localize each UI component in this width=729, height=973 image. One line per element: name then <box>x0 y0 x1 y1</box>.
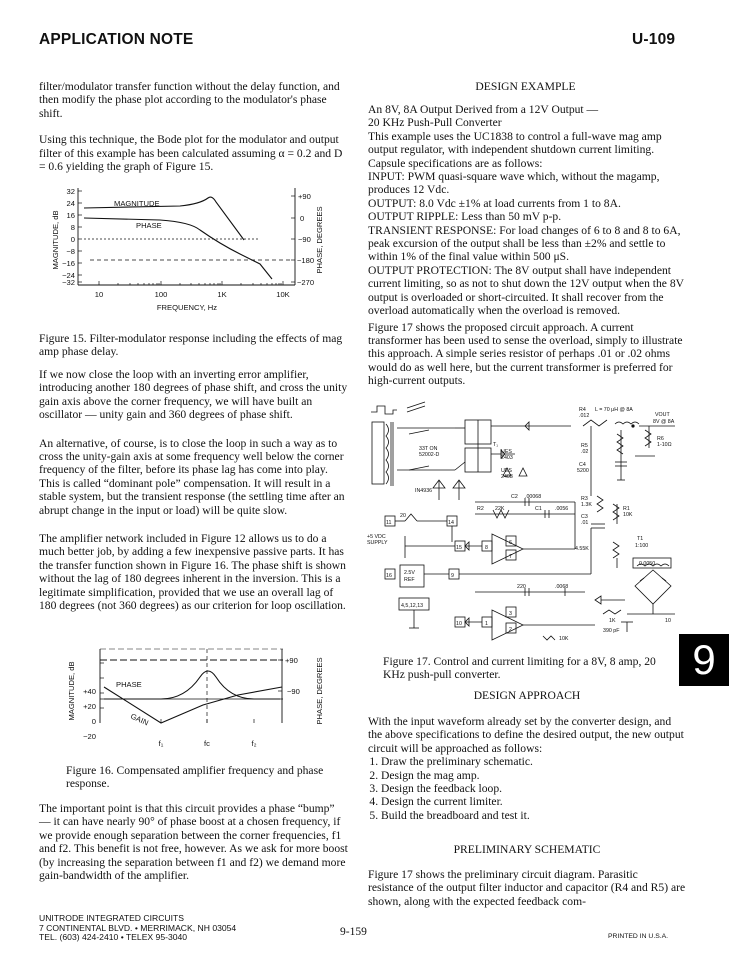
fig15-y2label: PHASE, DEGREES <box>315 206 324 274</box>
fig17-label: 2.5V <box>404 570 415 576</box>
fig15-ytick: 24 <box>66 199 75 208</box>
fig17-label: R3 <box>581 496 588 502</box>
design-step: 1. Draw the preliminary schematic. <box>381 755 686 768</box>
fig15-ylabel: MAGNITUDE, dB <box>51 210 60 270</box>
fig17-label: UES <box>501 449 512 455</box>
fig17-label: 10 <box>665 618 671 624</box>
figure-16-compensated-response <box>60 643 330 755</box>
fig15-ytick: 16 <box>66 211 75 220</box>
fig17-label: .00068 <box>525 494 542 500</box>
fig17-label: C2 <box>511 494 518 500</box>
fig17-label: 2403 <box>501 474 513 480</box>
fig15-ytick: 8 <box>70 223 75 232</box>
left-paragraph-3: If we now close the loop with an inverting error amplifier, introducing another 180 degrees of phase shift, and cross the unity gain axis above the corner frequency, we will have built an oscillator — unity gain and 360 degrees of phase shift. <box>39 368 348 422</box>
fig16-y2label: PHASE, DEGREES <box>315 657 324 725</box>
fig17-pin: 15 <box>456 545 462 551</box>
section-tab: 9 <box>679 634 729 686</box>
fig17-label: R6 <box>657 436 664 442</box>
fig17-label: 1.3K <box>581 502 592 508</box>
fig17-label: 8V @ 8A <box>653 419 675 425</box>
right-column-approach <box>368 715 686 822</box>
fig16-f2-label: f₂ <box>251 739 257 748</box>
fig17-label: R2 <box>477 506 484 512</box>
fig15-phase-curve <box>84 218 272 279</box>
fig15-ytick: 0 <box>70 235 75 244</box>
fig17-label: 1-10Ω <box>657 442 672 448</box>
spec-protection: OUTPUT PROTECTION: The 8V output shall have independent current limiting, so as not to shut down the 12V output when the 8V output is overloaded or short-circuited. It shall recover from the overload automatically when the overload is removed. <box>368 263 684 318</box>
fig15-ytick: −8 <box>66 247 75 256</box>
footer-telephone: TEL. (603) 424-2410 • TELEX 95-3040 <box>39 932 188 943</box>
fig17-label: UES <box>501 468 512 474</box>
fig17-label: 2403 <box>501 455 513 461</box>
fig17-label: 5200 <box>577 468 589 474</box>
spec-input: INPUT: PWM quasi-square wave which, without the magamp, produces 12 Vdc. <box>368 170 660 197</box>
fig15-y2tick: −90 <box>298 235 311 244</box>
fig16-ylabel: MAGNITUDE, dB <box>67 661 76 721</box>
fig17-pin: 16 <box>386 573 392 579</box>
fig15-y2tick: −180 <box>297 256 315 265</box>
design-step: 3. Design the feedback loop. <box>381 782 686 795</box>
fig16-ytick: 0 <box>91 717 96 726</box>
page-number: 9-159 <box>340 926 367 938</box>
fig15-xtick: 10K <box>276 290 290 299</box>
left-paragraph-1: filter/modulator transfer function without the delay function, and then modify the phase plot according to the modulator's phase shift. <box>39 80 340 120</box>
fig16-ytick: +20 <box>83 702 96 711</box>
spec-output: OUTPUT: 8.0 Vdc ±1% at load currents from 1 to 8A. <box>368 196 621 210</box>
fig17-label: C4 <box>579 462 586 468</box>
fig15-ytick: −32 <box>62 278 75 287</box>
header-doc-number: U-109 <box>632 31 676 48</box>
fig17-pin: 6 <box>509 540 512 546</box>
design-example-paragraph-1: This example uses the UC1838 to control a full-wave mag amp output regulator, with independent shutdown current limiting. Capsule specifications are as follows: <box>368 129 662 170</box>
left-paragraph-5: The amplifier network included in Figure 12 allows us to do a much better job, by adding a few inexpensive passive parts. It has the transfer function shown in Figure 16. The phase shift is shown without the lag of 180 degrees inherent in the inversion. This is a legitimate simplification, provided that we use an overall lag of 180 degrees (not 360 degrees) as our criterion for loop oscillation. <box>39 532 346 613</box>
fig17-label: 1:100 <box>635 543 649 549</box>
design-example-title-1: An 8V, 8A Output Derived from a 12V Output — <box>368 103 599 116</box>
fig17-label: 22K <box>495 506 505 512</box>
fig17-pin: 3 <box>509 611 512 617</box>
fig17-pin: 7 <box>509 554 512 560</box>
fig17-label: 0.0050 <box>639 561 656 567</box>
fig17-pin: 8 <box>485 545 488 551</box>
fig17-label: SUPPLY <box>367 540 388 546</box>
design-approach-paragraph: With the input waveform already set by the converter design, and the above specifications to define the desired output, the new output circuit will be approached as follows: <box>368 715 684 755</box>
fig17-label: 52002-D <box>419 452 440 458</box>
preliminary-schematic-paragraph: Figure 17 shows the preliminary circuit diagram. Parasitic resistance of the output filter inductor and capacitor (R4 and R5) are shown, along with the expected feedback com- <box>368 868 686 908</box>
left-paragraph-2: Using this technique, the Bode plot for the modulator and output filter of this example has been calculated assuming α = 0.2 and D = 0.6 yielding the graph of Figure 15. <box>39 133 343 174</box>
fig17-label: R5 <box>581 443 588 449</box>
fig15-y2tick: −270 <box>297 278 315 287</box>
fig16-phase-label: PHASE <box>116 680 142 689</box>
fig15-magnitude-label: MAGNITUDE <box>114 199 160 208</box>
footer-address: 7 CONTINENTAL BLVD. • MERRIMACK, NH 03054 <box>39 922 237 933</box>
fig16-y2tick: +90 <box>285 656 298 665</box>
fig17-label: REF <box>404 577 415 583</box>
fig17-pin: 4,5,12,13 <box>401 603 424 609</box>
fig17-label: 10K <box>623 512 633 518</box>
preliminary-schematic-heading: PRELIMINARY SCHEMATIC <box>453 843 601 856</box>
fig15-y2tick: +90 <box>298 192 311 201</box>
left-column-middle <box>39 368 349 626</box>
header-title: APPLICATION NOTE <box>39 31 194 48</box>
footer-company-name: UNITRODE INTEGRATED CIRCUITS <box>39 913 184 923</box>
fig17-label: +5 VDC <box>367 534 386 540</box>
fig17-label: .0068 <box>555 584 569 590</box>
fig17-pin: 10 <box>456 621 462 627</box>
fig17-label: C3 <box>581 514 588 520</box>
design-example-paragraph-2: Figure 17 shows the proposed circuit approach. A current transformer has been used to sense the overload, simply to illustrate this approach. A simple series resistor of perhaps .01 or .02 ohms would do as well here, but the current transformer is preferred for high-current outputs. <box>368 320 683 388</box>
fig16-gain-label: GAIN <box>129 711 150 728</box>
figure-17-schematic <box>365 400 685 646</box>
fig17-label: 220 <box>517 584 526 590</box>
fig16-y2tick: −90 <box>287 687 300 696</box>
fig17-label: 20 <box>400 513 406 519</box>
fig17-label: C1 <box>535 506 542 512</box>
fig17-label: L = 70 μH @ 8A <box>595 407 633 413</box>
right-column-top <box>368 103 686 388</box>
left-paragraph-4: An alternative, of course, is to close the loop in such a way as to cross the unity-gain axis at some frequency well below the corner frequency of the filter, before its phase lag has come into play. This is called “dominant pole” compensation. It will result in a stable system, but the transient response (the settling time after an abrupt change in the input or load) will be quite slow. <box>39 436 345 517</box>
fig16-f1-label: f₁ <box>158 739 164 748</box>
figure-15-caption: Figure 15. Filter-modulator response including the effects of mag amp phase delay. <box>39 332 343 359</box>
design-steps-list <box>368 755 686 822</box>
design-step: 4. Design the current limiter. <box>381 795 686 808</box>
fig15-ytick: −16 <box>62 259 75 268</box>
fig16-fc-label: fc <box>204 739 210 748</box>
design-step: 5. Build the breadboard and test it. <box>381 809 686 822</box>
fig17-pin: 14 <box>448 520 454 526</box>
fig17-label: T₁ <box>493 442 499 448</box>
design-example-heading: DESIGN EXAMPLE <box>475 80 576 93</box>
fig17-label: 4.55K <box>575 546 589 552</box>
fig17-label: R4 <box>579 407 586 413</box>
design-step: 2. Design the mag amp. <box>381 769 686 782</box>
fig17-label: VOUT <box>655 412 670 418</box>
footer-printed: PRINTED IN U.S.A. <box>608 933 669 940</box>
left-paragraph-6: The important point is that this circuit provides a phase “bump” — it can have nearly 90° of phase boost at a chosen frequency, if we provide enough separation between the corner frequencies, f1 and f2. This benefit is not free, however. As we ask for more boost (by increasing the separation between f1 and f2) we demand more gain-bandwidth of the amplifier. <box>39 802 348 883</box>
fig17-label: .0056 <box>555 506 569 512</box>
fig15-ytick: 32 <box>66 187 75 196</box>
fig17-label: 10K <box>559 636 569 642</box>
spec-transient: TRANSIENT RESPONSE: For load changes of 6 to 8 and 8 to 6A, peak excursion of the output shall be less than ±2% and settle to within 1% of the final value within 500 μS. <box>368 223 681 264</box>
fig15-xlabel: FREQUENCY, Hz <box>156 303 218 312</box>
fig15-xtick: 10 <box>94 290 104 299</box>
fig17-pin: 2 <box>509 627 512 633</box>
fig17-label: .02 <box>581 449 589 455</box>
fig17-label: .012 <box>579 413 590 419</box>
fig17-pin: 1 <box>485 621 488 627</box>
spec-ripple: OUTPUT RIPPLE: Less than 50 mV p-p. <box>368 210 562 224</box>
fig15-ytick: −24 <box>62 271 75 280</box>
fig15-xtick: 1K <box>217 290 227 299</box>
fig15-y2tick: 0 <box>300 214 305 223</box>
design-example-title-2: 20 KHz Push-Pull Converter <box>368 116 502 130</box>
figure-17-caption: Figure 17. Control and current limiting for a 8V, 8 amp, 20 KHz push-pull converter. <box>383 655 656 682</box>
fig17-label: 33T ON <box>419 446 438 452</box>
design-approach-heading: DESIGN APPROACH <box>473 689 581 702</box>
fig15-phase-label: PHASE <box>136 221 162 230</box>
fig15-xtick: 100 <box>154 290 168 299</box>
footer-company <box>39 914 236 943</box>
fig16-ytick: −20 <box>83 732 96 741</box>
figure-15-bode-plot <box>51 184 330 322</box>
fig17-label: 1K <box>609 618 616 624</box>
fig17-pin: 9 <box>451 573 454 579</box>
fig16-ytick: +40 <box>83 687 96 696</box>
fig17-label: 390 pF <box>603 628 620 634</box>
fig17-pin: 11 <box>386 520 392 526</box>
fig17-label: .01 <box>581 520 589 526</box>
figure-16-caption: Figure 16. Compensated amplifier frequency and phase response. <box>66 764 324 791</box>
fig17-label: T1 <box>637 536 644 542</box>
fig17-label: R1 <box>623 506 630 512</box>
fig17-label: IN4936 <box>415 488 433 494</box>
left-column <box>39 80 349 186</box>
